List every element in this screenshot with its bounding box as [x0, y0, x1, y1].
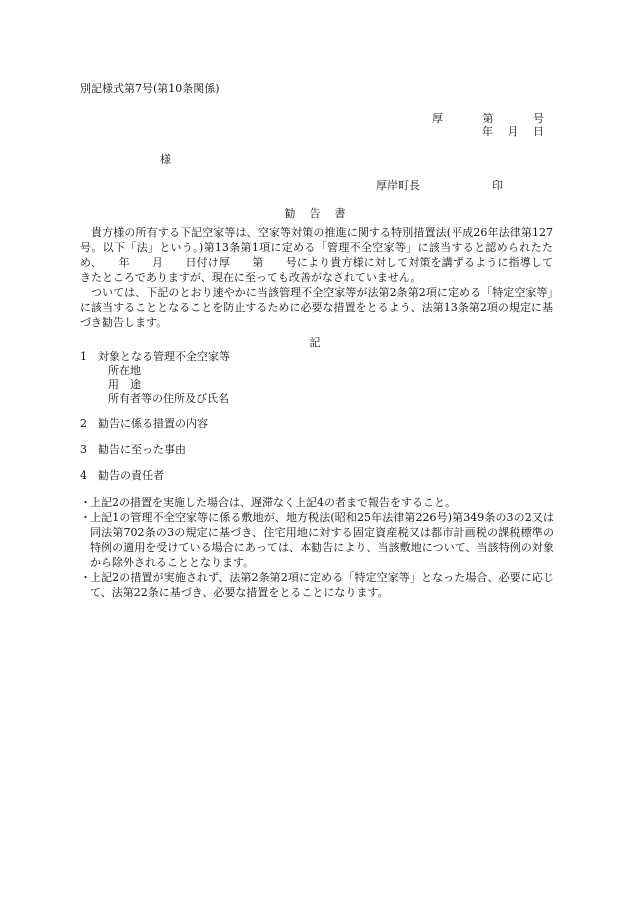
- date-day: 日: [533, 125, 544, 138]
- note-text: 上記2の措置が実施されず、法第2条第2項に定める「特定空家等」となった場合、必要に応じて、法第22条に基づき、必要な措置をとることになります。: [90, 571, 554, 599]
- docno-prefix: 厚: [432, 112, 443, 125]
- addressee: 様: [160, 153, 171, 166]
- docno-go: 号: [533, 112, 544, 125]
- note-text: 上記1の管理不全空家等に係る敷地が、地方税法(昭和25年法律第226号)第349条の3の2又は同法第702条の3の規定に基づき、住宅用地に対する固定資産税又は都市計画税の課税標準の特例の適用を受けている場合にあっては、本勧告により、当該敷地について、当該特例の対象から除外されることとなります。: [90, 511, 554, 569]
- note-bullet: ・: [80, 571, 91, 584]
- issuer: 厚岸町長: [376, 179, 420, 192]
- body-text: [80, 225, 553, 330]
- note-bullet: ・: [80, 496, 91, 509]
- date-month: 月: [507, 125, 519, 138]
- section-1-location: 所在地: [108, 364, 141, 377]
- seal-mark: 印: [492, 179, 503, 192]
- section-1-use: 用 途: [108, 378, 141, 391]
- note-item: [80, 570, 554, 600]
- body-paragraph-1: 貴方様の所有する下記空家等は、空家等対策の推進に関する特別措置法(平成26年法律第127号。以下「法」という。)第13条第1項に定める「管理不全空家等」に該当すると認められたため、 年 月 日付け厚 第 号により貴方様に対して対策を講ずるように指導してきたところでありますが、現在に至っても改善がなされていません。: [80, 226, 553, 284]
- ki-heading: 記: [309, 336, 321, 349]
- note-text: 上記2の措置を実施した場合は、遅滞なく上記4の者まで報告をすること。: [90, 496, 456, 509]
- date-year: 年: [482, 125, 493, 138]
- body-paragraph-2: ついては、下記のとおり速やかに当該管理不全空家等が法第2条第2項に定める「特定空家等」に該当することとなることを防止するために必要な措置をとるよう、法第13条第2項の規定に基づき勧告します。: [80, 286, 553, 329]
- note-item: [80, 495, 554, 510]
- note-item: [80, 510, 554, 570]
- form-label: 別記様式第7号(第10条関係): [80, 82, 220, 95]
- notes-list: [80, 495, 554, 600]
- note-bullet: ・: [80, 511, 91, 524]
- section-1-owner: 所有者等の住所及び氏名: [108, 392, 229, 405]
- section-3-heading: 3 勧告に至った事由: [80, 443, 186, 456]
- section-4-heading: 4 勧告の責任者: [80, 469, 164, 482]
- docno-dai: 第: [482, 112, 494, 125]
- document-title: 勧告書: [284, 207, 360, 220]
- section-2-heading: 2 勧告に係る措置の内容: [80, 417, 208, 430]
- section-1-heading: 1 対象となる管理不全空家等: [80, 350, 230, 363]
- document-date: [482, 124, 544, 139]
